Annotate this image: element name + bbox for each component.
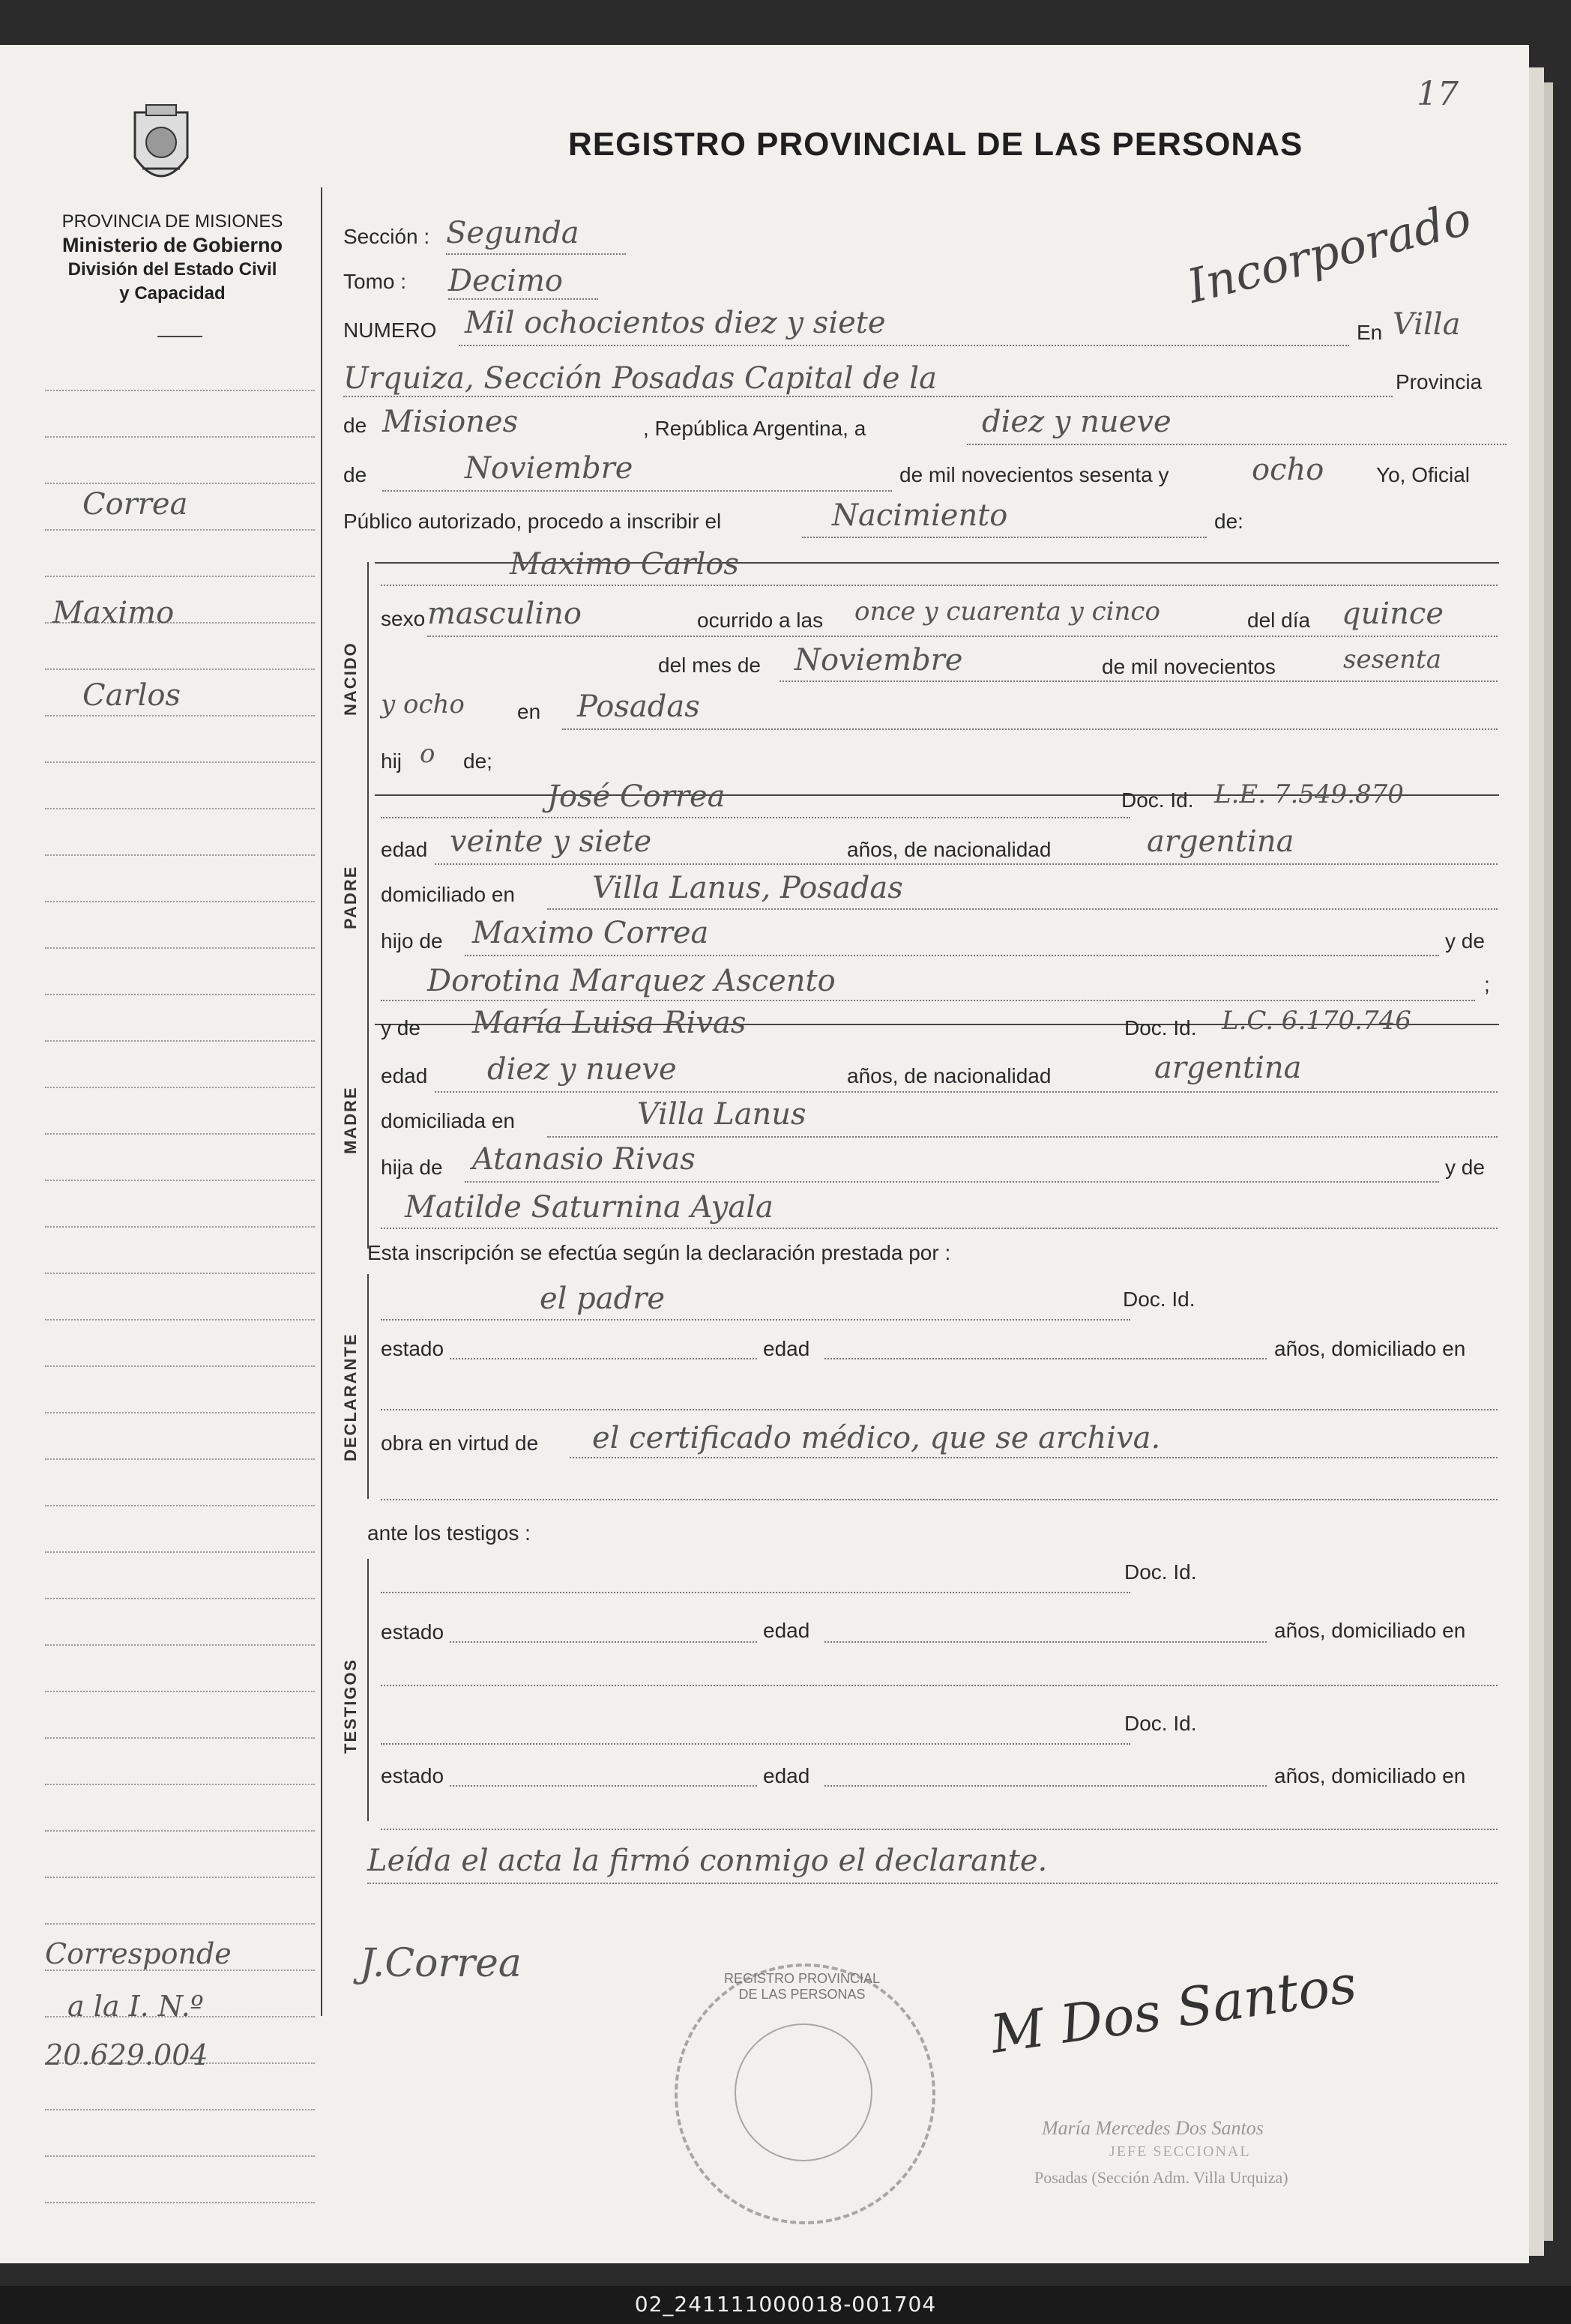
padre-dom-line — [547, 908, 1498, 910]
madre-edad-line — [435, 1091, 1498, 1093]
declarante-line — [381, 1319, 1130, 1321]
padre-anos-label: años, de nacionalidad — [847, 838, 1052, 861]
margin-line — [45, 1319, 315, 1321]
margin-line — [45, 1505, 315, 1506]
madre-hijade-label: hija de — [381, 1156, 443, 1179]
declarante-label: DECLARANTE — [341, 1332, 360, 1461]
de3-label: de: — [1214, 510, 1243, 533]
madre-madre: Matilde Saturnina Ayala — [405, 1190, 774, 1225]
padre-madre-line — [381, 1000, 1475, 1001]
testigo1-edad-label: edad — [763, 1619, 810, 1642]
padre-padre: Maximo Correa — [472, 916, 709, 950]
anio-value: sesenta — [1343, 645, 1441, 674]
testigos-label: TESTIGOS — [341, 1658, 360, 1754]
month-line — [382, 490, 892, 492]
testigos-bracket — [367, 1559, 369, 1821]
margin-line — [45, 1273, 315, 1274]
lugar-line — [562, 728, 1498, 730]
padre-hijode-label: hijo de — [381, 929, 443, 953]
madre-anos-label: años, de nacionalidad — [847, 1064, 1052, 1087]
madre-edad: diez y nueve — [487, 1052, 677, 1087]
page-edge-shadow — [1544, 82, 1553, 2241]
ocurrido-label: ocurrido a las — [697, 609, 824, 632]
padre-doc-label: Doc. Id. — [1121, 788, 1194, 812]
margin-surname: Correa — [82, 487, 188, 522]
madre-padre-line — [465, 1181, 1439, 1183]
margin-line — [45, 1691, 315, 1692]
header-ministry: Ministerio de Gobierno — [61, 234, 283, 256]
sexo-line — [427, 636, 1498, 637]
declarant-signature: J.Correa — [360, 1941, 522, 1986]
margin-line — [45, 1737, 315, 1739]
testigo1-edad-line — [824, 1641, 1267, 1643]
margin-line — [45, 1180, 315, 1181]
de-label: de — [343, 414, 367, 437]
margin-correction-line3: 20.629.004 — [45, 2038, 208, 2071]
testigo2-estado-label: estado — [381, 1764, 444, 1787]
margin-line — [45, 854, 315, 856]
madre-doc-label: Doc. Id. — [1124, 1016, 1197, 1039]
province-value: Misiones — [382, 405, 519, 439]
madre-dom: Villa Lanus — [637, 1097, 806, 1132]
margin-line — [45, 1226, 315, 1228]
padre-semicolon: ; — [1484, 973, 1490, 996]
testigo2-doc-label: Doc. Id. — [1124, 1712, 1197, 1735]
header-division: División del Estado Civil — [67, 259, 277, 280]
nacido-label: NACIDO — [341, 642, 360, 716]
madre-padre: Atanasio Rivas — [472, 1142, 696, 1177]
margin-rule — [321, 187, 322, 2016]
padre-edad: veinte y siete — [450, 824, 652, 859]
padre-edad-line — [435, 863, 1498, 865]
padre-yde-label: y de — [1445, 929, 1485, 953]
margin-correction-line1: Corresponde — [45, 1937, 232, 1970]
testigo1-doc-label: Doc. Id. — [1124, 1560, 1197, 1584]
padre-nombre: José Correa — [547, 779, 726, 814]
provincial-seal-icon — [120, 97, 202, 202]
publico-label: Público autorizado, procedo a inscribir el — [343, 510, 722, 533]
obra-line — [570, 1457, 1498, 1458]
tomo-label: Tomo : — [343, 270, 407, 293]
margin-line — [45, 576, 315, 577]
margin-line — [45, 901, 315, 902]
hora-value: once y cuarenta y cinco — [854, 597, 1160, 627]
declarante-edad-line — [824, 1358, 1267, 1359]
margin-line — [45, 1040, 315, 1042]
mil2-label: de mil novecientos — [1102, 655, 1276, 678]
margin-line — [45, 1133, 315, 1135]
margin-line — [45, 1598, 315, 1599]
testigo1-estado-line — [450, 1641, 757, 1643]
margin-line — [45, 761, 315, 763]
seccion-label: Sección : — [343, 225, 430, 248]
margin-line — [45, 2109, 315, 2110]
madre-bracket — [367, 1024, 369, 1249]
header-divider — [157, 336, 202, 337]
declarante-edad-label: edad — [763, 1337, 810, 1360]
numero-value: Mil ochocientos diez y siete — [465, 306, 886, 340]
testigo2-edad-label: edad — [763, 1764, 810, 1787]
testigo1-estado-label: estado — [381, 1620, 444, 1644]
day-value: diez y nueve — [982, 405, 1172, 439]
day-line — [967, 444, 1507, 445]
numero-label: NUMERO — [343, 319, 437, 342]
obra-value: el certificado médico, que se archiva. — [592, 1421, 1161, 1455]
madre-doc: L.C. 6.170.746 — [1222, 1006, 1411, 1036]
testigo2-estado-line — [450, 1785, 757, 1787]
margin-correction-line2: a la I. N.º — [67, 1990, 204, 2023]
page-title: REGISTRO PROVINCIAL DE LAS PERSONAS — [568, 126, 1303, 163]
registry-seal-text: REGISTRO PROVINCIAL DE LAS PERSONAS — [723, 1971, 881, 2002]
declarante-doc-label: Doc. Id. — [1123, 1288, 1195, 1311]
acto-value: Nacimiento — [832, 498, 1008, 533]
en-label: En — [1357, 321, 1383, 344]
madre-nombre: María Luisa Rivas — [472, 1006, 747, 1040]
page-number: 17 — [1417, 75, 1459, 113]
margin-line — [45, 436, 315, 438]
republica-label: , República Argentina, a — [643, 417, 866, 440]
testigo1-anos-label: años, domiciliado en — [1274, 1619, 1466, 1642]
declarante-estado-line — [450, 1358, 757, 1359]
closing-statement: Leída el acta la firmó conmigo el declarante. — [367, 1844, 1048, 1878]
padre-nac: argentina — [1147, 824, 1294, 859]
seccion-value: Segunda — [446, 216, 579, 250]
margin-line — [45, 1551, 315, 1553]
margin-line — [45, 994, 315, 995]
official-office: Posadas (Sección Adm. Villa Urquiza) — [1034, 2168, 1288, 2187]
testigo2-dom-line — [381, 1829, 1498, 1830]
provincia-label: Provincia — [1396, 370, 1483, 393]
mes-line — [780, 680, 1498, 682]
acto-line — [802, 537, 1207, 538]
madre-label: MADRE — [341, 1086, 360, 1154]
testigos-intro-label: ante los testigos : — [367, 1521, 531, 1545]
year-value: ocho — [1252, 453, 1324, 487]
madre-dom-line — [547, 1136, 1498, 1138]
page-edge — [1529, 67, 1544, 2256]
place-line — [343, 396, 1393, 397]
official-name: María Mercedes Dos Santos — [1042, 2117, 1264, 2139]
testigo2-anos-label: años, domiciliado en — [1274, 1764, 1466, 1787]
lugar-value: Posadas — [577, 689, 700, 724]
mil-label: de mil novecientos sesenta y — [899, 463, 1169, 486]
margin-line — [45, 1923, 315, 1925]
declarante-anos-label: años, domiciliado en — [1274, 1337, 1466, 1360]
en-value: Villa — [1393, 307, 1461, 342]
sexo-value: masculino — [427, 597, 582, 631]
child-name-line — [381, 585, 1498, 586]
month-value: Noviembre — [465, 451, 633, 486]
margin-line — [45, 947, 315, 949]
testigo2-edad-line — [824, 1785, 1267, 1787]
margin-line — [45, 1365, 315, 1367]
tomo-line — [448, 298, 598, 300]
incorporated-stamp: Incorporado — [1181, 190, 1477, 314]
tomo-value: Decimo — [448, 264, 563, 298]
declarante-bracket — [367, 1274, 369, 1499]
margin-line — [45, 2202, 315, 2203]
official-signature: M Dos Santos — [986, 1953, 1360, 2065]
de4-label: de; — [463, 749, 492, 773]
padre-edad-label: edad — [381, 838, 428, 861]
hij-label: hij — [381, 749, 402, 773]
declarante-value: el padre — [540, 1282, 666, 1316]
child-name: Maximo Carlos — [510, 547, 739, 582]
numero-line — [459, 345, 1349, 346]
closing-line — [367, 1883, 1498, 1884]
margin-line — [45, 1087, 315, 1088]
madre-yde-label: y de — [381, 1016, 420, 1039]
padre-dom-label: domiciliado en — [381, 883, 515, 906]
padre-label: PADRE — [341, 865, 360, 929]
hij-value: o — [420, 739, 435, 769]
testigo2-line — [381, 1743, 1130, 1745]
oficial-label: Yo, Oficial — [1376, 463, 1471, 486]
image-id: 02_241111000018-001704 — [634, 2292, 937, 2317]
madre-yde-label: y de — [1445, 1156, 1485, 1179]
margin-line — [45, 1830, 315, 1832]
margin-line — [45, 1877, 315, 1878]
nacido-bracket — [367, 562, 369, 794]
dia-value: quince — [1342, 597, 1444, 631]
padre-madre: Dorotina Marquez Ascento — [427, 964, 836, 998]
header-capacidad: y Capacidad — [119, 283, 226, 304]
padre-bracket — [367, 794, 369, 1024]
padre-dom: Villa Lanus, Posadas — [592, 871, 903, 905]
margin-line — [45, 529, 315, 531]
madre-edad-label: edad — [381, 1064, 428, 1087]
margin-line — [45, 2155, 315, 2157]
margin-line — [45, 1784, 315, 1785]
margin-line — [45, 1412, 315, 1413]
obra-label: obra en virtud de — [381, 1431, 539, 1455]
padre-doc: L.E. 7.549.870 — [1214, 779, 1404, 809]
obra-line-2 — [381, 1499, 1498, 1500]
margin-middlename: Carlos — [82, 678, 181, 713]
margin-line — [45, 1458, 315, 1460]
margin-line — [45, 808, 315, 809]
header-province: PROVINCIA DE MISIONES — [61, 211, 283, 232]
margin-line — [45, 483, 315, 484]
margin-line — [45, 390, 315, 391]
testigo1-dom-line — [381, 1685, 1498, 1686]
en2-label: en — [517, 700, 541, 723]
place-value: Urquiza, Sección Posadas Capital de la — [343, 361, 937, 396]
padre-padre-line — [465, 955, 1439, 956]
sexo-label: sexo — [381, 607, 426, 630]
anio2-value: y ocho — [381, 689, 465, 719]
declarante-estado-label: estado — [381, 1337, 444, 1360]
padre-nombre-line — [381, 817, 1130, 818]
testigo1-line — [381, 1592, 1130, 1593]
madre-dom-label: domiciliada en — [381, 1109, 515, 1132]
delmes-label: del mes de — [658, 654, 761, 677]
declarante-dom-line — [381, 1409, 1498, 1410]
margin-line — [45, 1644, 315, 1646]
declaracion-label: Esta inscripción se efectúa según la declaración prestada por : — [367, 1241, 951, 1264]
seccion-line — [446, 253, 626, 255]
registry-seal-inner — [735, 2023, 872, 2161]
mes-value: Noviembre — [794, 643, 963, 677]
margin-firstname: Maximo — [52, 596, 175, 630]
margin-line — [45, 668, 315, 670]
deldia-label: del día — [1247, 609, 1311, 632]
madre-madre-line — [381, 1228, 1498, 1229]
madre-nac: argentina — [1154, 1051, 1302, 1085]
de2-label: de — [343, 463, 367, 486]
official-title: JEFE SECCIONAL — [1109, 2143, 1251, 2160]
margin-line — [45, 715, 315, 716]
